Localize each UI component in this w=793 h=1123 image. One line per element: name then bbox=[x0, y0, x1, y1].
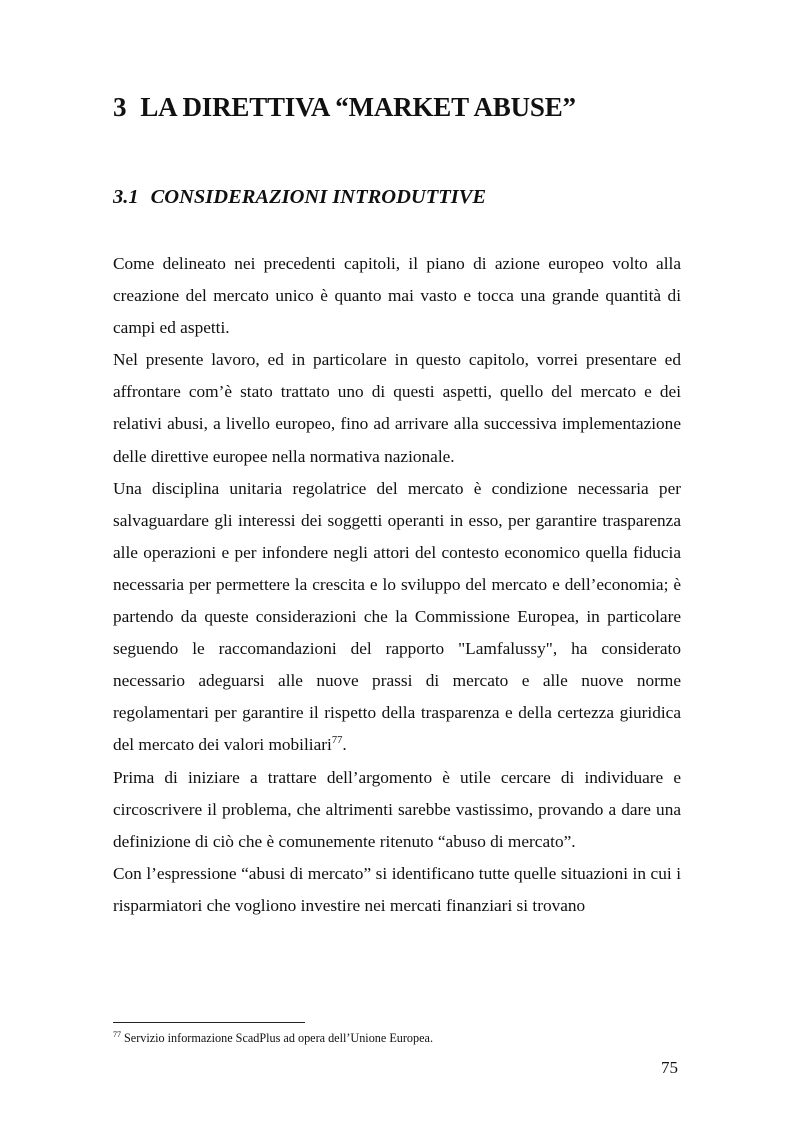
paragraph-text: Una disciplina unitaria regolatrice del mercato è condizione necessaria per salvaguardare gli interessi dei soggetti operanti in esso, per garantire trasparenza alle operazioni e per infondere negli attori del contesto economico quella fiducia necessaria per permettere la crescita e lo sviluppo del mercato e dell’economia; è partendo da queste considerazioni che la Commissione Europea, in particolare seguendo le raccomandazioni del rapporto "Lamfalussy", ha considerato necessario adeguarsi alle nuove prassi di mercato e alle nuove norme regolamentari per garantire il rispetto della trasparenza e della certezza giuridica del mercato dei valori mobiliari bbox=[113, 478, 681, 755]
paragraph: Nel presente lavoro, ed in particolare in questo capitolo, vorrei presentare ed affrontare com’è stato trattato uno di questi aspetti, quello del mercato e dei relativi abusi, a livello europeo, fino ad arrivare alla successiva implementazione delle direttive europee nella normativa nazionale. bbox=[113, 350, 681, 466]
footnote-mark: 77 bbox=[113, 1030, 121, 1039]
section-number: 3.1 bbox=[113, 186, 139, 208]
footnote bbox=[113, 1031, 433, 1046]
section-title: CONSIDERAZIONI INTRODUTTIVE bbox=[150, 186, 487, 208]
chapter-title: LA DIRETTIVA “MARKET ABUSE” bbox=[140, 92, 576, 122]
paragraph: Con l’espressione “abusi di mercato” si identificano tutte quelle situazioni in cui i risparmiatori che vogliono investire nei mercati finanziari si trovano bbox=[113, 863, 681, 915]
page-number: 75 bbox=[661, 1058, 678, 1077]
paragraph-end: . bbox=[342, 735, 347, 755]
paragraph bbox=[113, 473, 681, 762]
paragraph: Come delineato nei precedenti capitoli, il piano di azione europeo volto alla creazione del mercato unico è quanto mai vasto e tocca una grande quantità di campi ed aspetti. bbox=[113, 254, 681, 338]
paragraph: Prima di iniziare a trattare dell’argomento è utile cercare di individuare e circoscrivere il problema, che altrimenti sarebbe vastissimo, provando a dare una definizione di ciò che è comunemente ritenuto “abuso di mercato”. bbox=[113, 767, 681, 851]
chapter-number: 3 bbox=[113, 92, 127, 122]
footnote-reference[interactable]: 77 bbox=[331, 735, 343, 747]
chapter-heading bbox=[113, 92, 576, 123]
footnote-divider bbox=[113, 1022, 305, 1023]
body-text bbox=[113, 248, 681, 922]
footnote-text: Servizio informazione ScadPlus ad opera dell’Unione Europea. bbox=[124, 1031, 433, 1045]
section-heading bbox=[113, 186, 486, 209]
